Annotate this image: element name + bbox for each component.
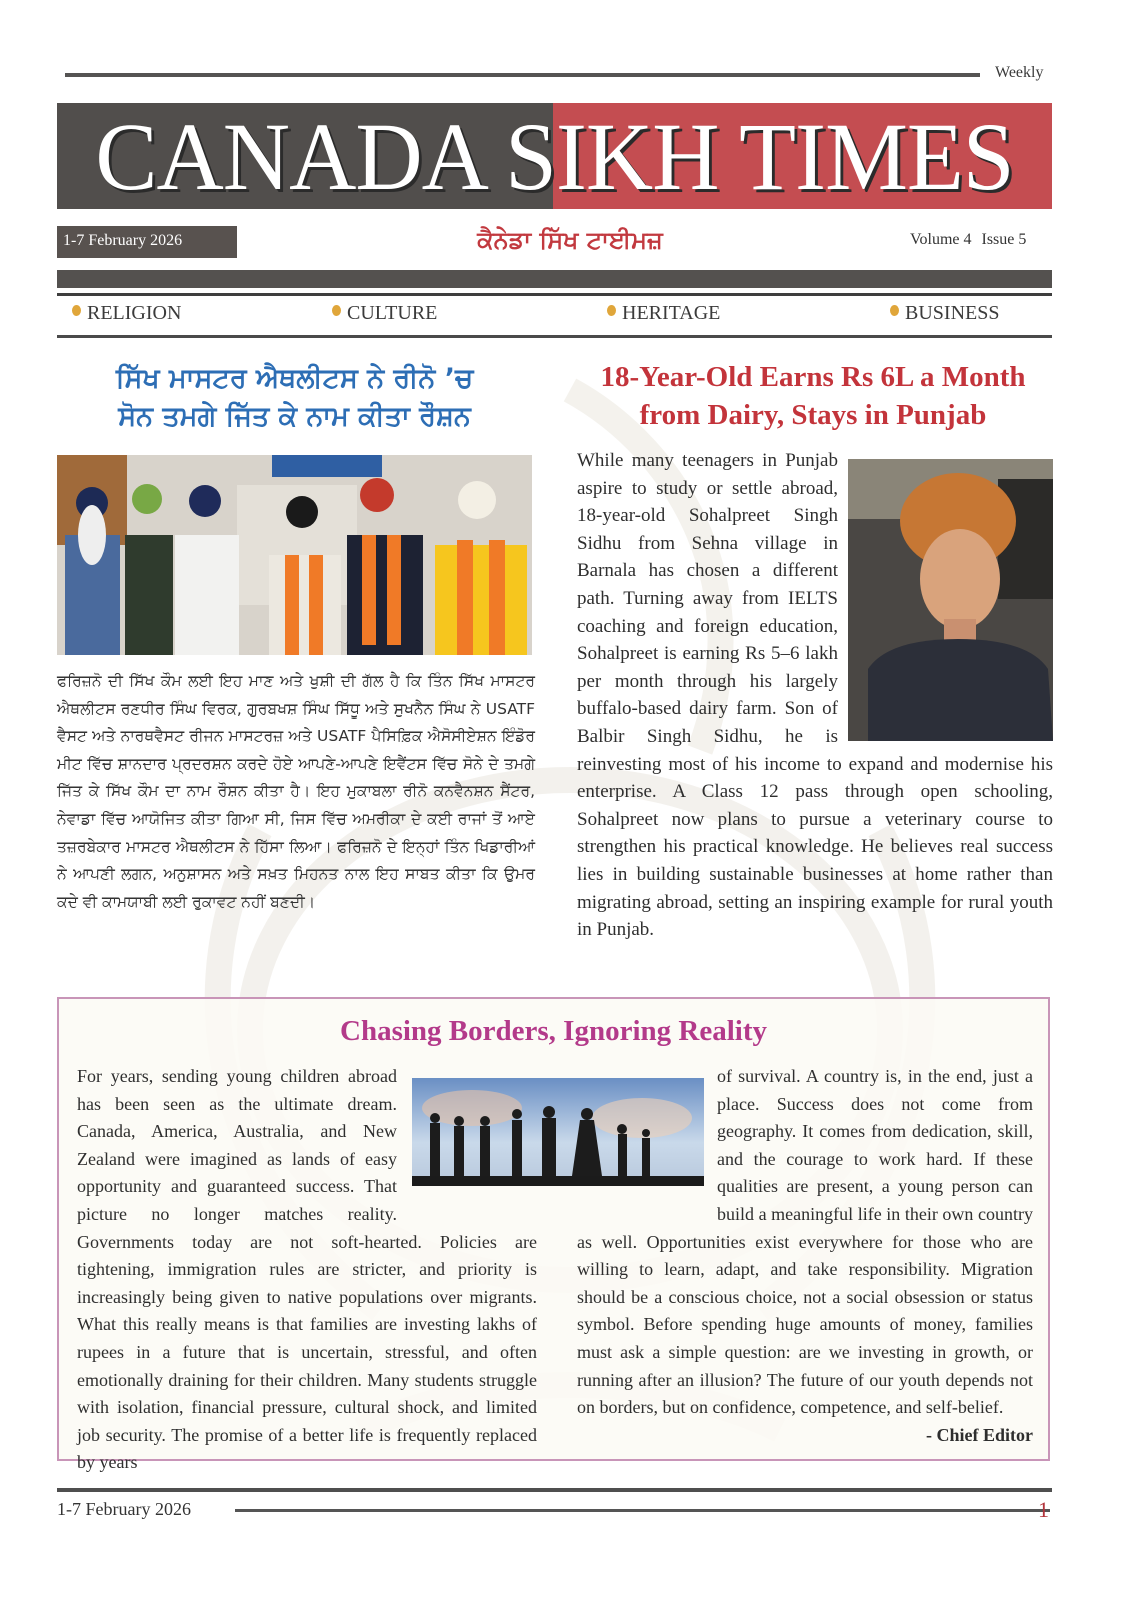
divider-bar	[57, 270, 1052, 288]
sohalpreet-portrait-photo	[848, 459, 1053, 741]
editorial-column-2: of survival. A country is, in the end, just a place. Success does not come from geography. It comes from dedication, skill, and the courage to work hard. If these qualities are present, a young person can build a meaningful life in their own country as well. Opportunities exist everywhere for those who are willing to learn, adapt, and take responsibility. Migration should be a conscious choice, not a social obsession or status symbol. Before spending huge amounts of money, families must ask a simple question: are we investing in growth, or running after an illusion? The future of our youth depends not on borders, but on confidence, competence, and self-belief. - Chief Editor	[577, 1063, 1033, 1449]
editorial-title: Chasing Borders, Ignoring Reality	[340, 1015, 767, 1047]
editorial-box	[57, 997, 1050, 1473]
punjabi-article-headline: ਸਿੱਖ ਮਾਸਟਰ ਐਥਲੀਟਸ ਨੇ ਰੀਨੋ ’ਚ ਸੋਨ ਤਮਗੇ ਜਿੱਤ ਕੇ ਨਾਮ ਕੀਤਾ ਰੌਸ਼ਨ	[115, 363, 474, 432]
footer-rule	[57, 1488, 1052, 1492]
issue-date-box	[57, 226, 237, 258]
editorial-column-1: For years, sending young children abroad has been seen as the ultimate dream. Canada, America, Australia, and New Zealand were imagined as lands of easy opportunity and guaranteed success. That picture no longer matches reality. Governments today are not soft-hearted. Policies are tightening, immigration rules are stricter, and priority is increasingly being given to native populations over migrants. What this really means is that families are investing lakhs of rupees in a future that is uncertain, stressful, and often emotionally draining for their children. Many students struggle with isolation, financial pressure, cultural shock, and limited job security. The promise of a better life is frequently replaced by years	[77, 1066, 537, 1473]
punjabi-title: ਕੈਨੇਡਾ ਸਿੱਖ ਟਾਈਮਜ਼	[477, 226, 663, 254]
masthead	[57, 103, 1052, 209]
bullet-icon	[72, 305, 81, 316]
athletes-group-photo	[57, 455, 532, 655]
english-article-body: While many teenagers in Punjab aspire to study or settle abroad, 18-year-old Sohalpreet Singh Sidhu from Sehna village in Barnala has chosen a different path. Turning away from IELTS coaching and foreign education, Sohalpreet is earning Rs 5–6 lakh per month through his largely buffalo-based dairy farm. Son of Balbir Singh Sidhu, he is reinvesting most of his income to expand and modernise his enterprise. A Class 12 pass through open schooling, Sohalpreet now plans to pursue a veterinary course to strengthen his practical knowledge. He believes real success lies in building sustainable businesses at home rather than migrating abroad, setting an inspiring example for rural youth in Punjab.	[577, 450, 1053, 941]
editorial-signature: - Chief Editor	[926, 1424, 1033, 1445]
footer-date: 1-7 February 2026	[57, 1499, 191, 1519]
page-number: 1	[1038, 1497, 1049, 1522]
volume-label: Volume 4	[910, 231, 972, 248]
issue-label: Issue 5	[981, 231, 1027, 248]
issue-date: 1-7 February 2026	[63, 232, 183, 249]
volume-issue	[910, 231, 1026, 249]
section-culture[interactable]: CULTURE	[332, 302, 437, 325]
section-business[interactable]: BUSINESS	[890, 302, 999, 325]
section-heritage[interactable]: HERITAGE	[607, 302, 720, 325]
migrants-silhouette-photo	[412, 1078, 704, 1186]
bullet-icon	[607, 305, 616, 316]
footer-line	[235, 1509, 1050, 1512]
divider-line	[57, 293, 1052, 296]
top-rule	[65, 73, 980, 77]
bullet-icon	[890, 305, 899, 316]
newspaper-title: CANADA SIKH TIMES	[95, 103, 1014, 209]
divider-line	[57, 335, 1052, 338]
section-religion[interactable]: RELIGION	[72, 302, 181, 325]
frequency-label: Weekly	[995, 64, 1044, 81]
punjabi-article-body: ਫਰਿਜ਼ਨੋ ਦੀ ਸਿੱਖ ਕੌਮ ਲਈ ਇਹ ਮਾਣ ਅਤੇ ਖੁਸ਼ੀ ਦੀ ਗੱਲ ਹੈ ਕਿ ਤਿੰਨ ਸਿੱਖ ਮਾਸਟਰ ਐਥਲੀਟਸ ਰਣਧੀਰ ਸਿੰਘ ਵਿਰਕ, ਗੁਰਬਖਸ਼ ਸਿੰਘ ਸਿੱਧੂ ਅਤੇ ਸੁਖਨੈਨ ਸਿੰਘ ਨੇ USATF ਵੈਸਟ ਅਤੇ ਨਾਰਥਵੈਸਟ ਰੀਜਨ ਮਾਸਟਰਜ਼ ਅਤੇ USATF ਪੈਸਿਫ਼ਿਕ ਐਸੋਸੀਏਸ਼ਨ ਇੰਡੋਰ ਮੀਟ ਵਿੱਚ ਸ਼ਾਨਦਾਰ ਪ੍ਰਦਰਸ਼ਨ ਕਰਦੇ ਹੋਏ ਆਪਣੇ-ਆਪਣੇ ਇਵੈਂਟਸ ਵਿੱਚ ਸੋਨੇ ਦੇ ਤਮਗੇ ਜਿੱਤ ਕੇ ਸਿੱਖ ਕੌਮ ਦਾ ਨਾਮ ਰੌਸ਼ਨ ਕੀਤਾ ਹੈ। ਇਹ ਮੁਕਾਬਲਾ ਰੀਨੋ ਕਨਵੈਨਸ਼ਨ ਸੈਂਟਰ, ਨੇਵਾਡਾ ਵਿੱਚ ਆਯੋਜਿਤ ਕੀਤਾ ਗਿਆ ਸੀ, ਜਿਸ ਵਿੱਚ ਅਮਰੀਕਾ ਦੇ ਕਈ ਰਾਜਾਂ ਤੋਂ ਆਏ ਤਜ਼ਰਬੇਕਾਰ ਮਾਸਟਰ ਐਥਲੀਟਸ ਨੇ ਹਿੱਸਾ ਲਿਆ। ਫਰਿਜ਼ਨੋ ਦੇ ਇਨ੍ਹਾਂ ਤਿੰਨ ਖਿਡਾਰੀਆਂ ਨੇ ਆਪਣੀ ਲਗਨ, ਅਨੁਸ਼ਾਸਨ ਅਤੇ ਸਖ਼ਤ ਮਿਹਨਤ ਨਾਲ ਇਹ ਸਾਬਤ ਕੀਤਾ ਕਿ ਉਮਰ ਕਦੇ ਵੀ ਕਾਮਯਾਬੀ ਲਈ ਰੁਕਾਵਟ ਨਹੀਂ ਬਣਦੀ।	[57, 672, 535, 911]
bullet-icon	[332, 305, 341, 316]
section-nav	[57, 302, 1052, 330]
english-article-headline: 18-Year-Old Earns Rs 6L a Month from Dairy, Stays in Punjab	[600, 361, 1026, 431]
